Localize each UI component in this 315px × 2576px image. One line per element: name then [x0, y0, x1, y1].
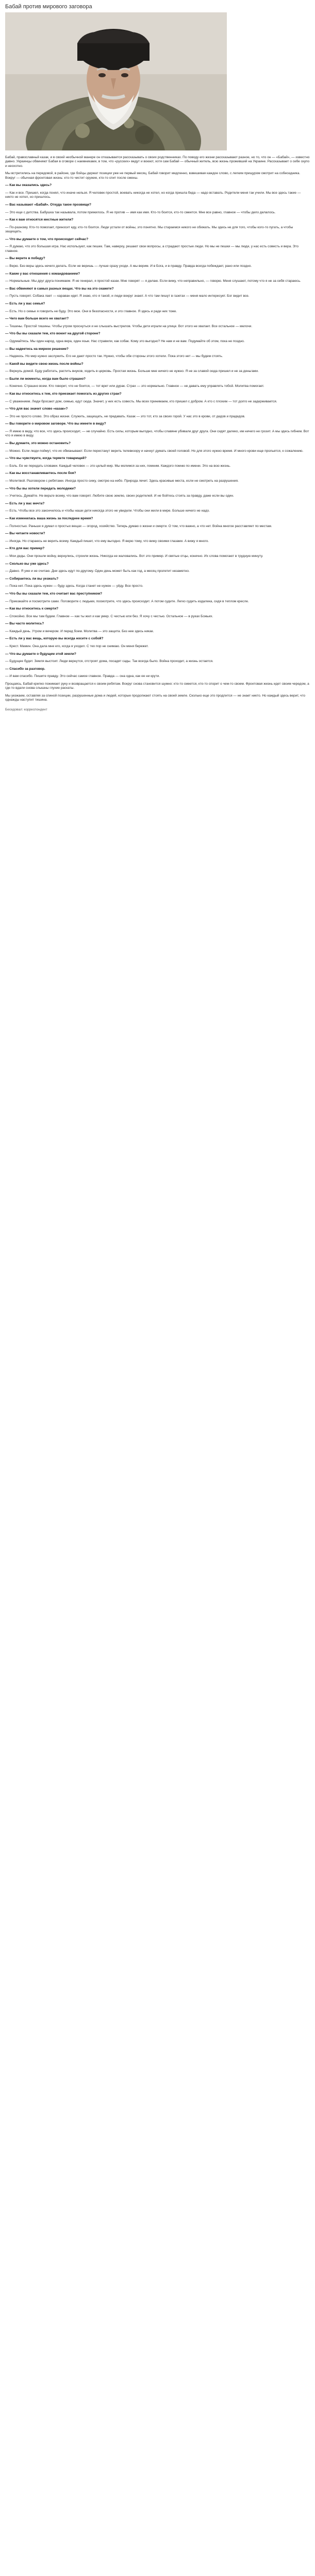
- interview-question: — Чего вам больше всего не хватает?: [5, 317, 69, 321]
- interview-question: — Есть ли у вас вещь, которую вы всегда носите с собой?: [5, 637, 104, 641]
- interview-question: — Сколько вы уже здесь?: [5, 562, 49, 566]
- interview-question: — Вы говорите о мировом заговоре. Что вы имеете в виду?: [5, 422, 106, 426]
- article-paragraph: — Вернусь домой. Буду работать, растить внуков, ходить в церковь. Простая жизнь. Больше мне ничего не нужно. Я не за славой сюда пришел и не за деньгами.: [5, 369, 259, 374]
- interview-question: — Вы думаете, это можно остановить?: [5, 442, 71, 446]
- interview-question: — Как вы восстанавливаетесь после боя?: [5, 471, 76, 476]
- article-paragraph: — Спокойно. Все мы там будем. Главное — как ты жил и как умер. С честью или без. Я хочу с честью. Остальное — в руках Божьих.: [5, 614, 213, 618]
- article-paragraph: — Крест. Мамин. Она дала мне его, когда я уходил. С тех пор не снимаю. Он меня бережет.: [5, 645, 149, 649]
- article-paragraph: — Тишины. Простой тишины. Чтобы утром проснуться и не слышать выстрелов. Чтобы дети играли на улице. Вот этого не хватает. Все остальное — мелочи.: [5, 324, 253, 328]
- article-paragraph: — Мои деды. Они прошли войну, вернулись, строили жизнь. Никогда не жаловались. Вот это пример. И святые отцы, конечно. Их слова помогают в трудную минуту.: [5, 554, 263, 558]
- article-paragraph: — Давно. Я уже и не считаю. Дни здесь идут по-другому. Один день может быть как год, а месяц пролетит незаметно.: [5, 569, 190, 573]
- article-paragraph: — Я имею в виду, что все, что здесь происходит, — не случайно. Есть силы, которым выгодно, чтобы славяне убивали друг друга. Они сидят далеко, им ничего не грозит. А мы здесь гибнем. Вот что я имею в виду.: [5, 430, 309, 438]
- interview-question: — Кто для вас пример?: [5, 547, 45, 551]
- article-title: Бабай против мирового заговора: [5, 4, 92, 10]
- interview-question: — Как вы относитесь к тем, кто приезжает помогать из других стран?: [5, 392, 122, 396]
- interview-question: — Вас называют «Бабай». Откуда такое прозвище?: [5, 203, 92, 207]
- interview-question: — Какой вы видите свою жизнь после войны?: [5, 362, 84, 366]
- article-paragraph: — И вам спасибо. Пишите правду. Это сейчас самое главное. Правда — она одна, как ее ни крути.: [5, 674, 160, 679]
- article-paragraph: — Это еще с детства. Бабушка так называла, потом прижилось. Я не против — имя как имя. Кто-то боится, кто-то смеется. Мне все равно, главное — чтобы дело делалось.: [5, 210, 276, 214]
- article-paragraph: — Пока нет. Пока здесь нужен — буду здесь. Когда станет не нужен — уйду. Все просто.: [5, 584, 143, 588]
- article-paragraph: — Нормальные. Мы друг друга понимаем. Я не генерал, я простой казак. Мне говорят — я делаю. Если вижу, что неправильно, — говорю. Меня слушают, потому что я не за себя стараюсь.: [5, 279, 301, 283]
- article-paragraph: — Есть. Но о семье я говорить не буду. Это мое. Они в безопасности, и это главное. Я здесь и ради них тоже.: [5, 309, 177, 313]
- article-paragraph: — Как и все. Пришел, когда понял, что иначе нельзя. Я человек простой, воевать никогда не хотел, но когда пришла беда — надо вставать. Родители меня так учили. Мы все здесь такие — никто не хотел, но пришлось.: [5, 191, 301, 199]
- article-paragraph: — Одумайтесь. Мы один народ, одна вера, один язык. Нас стравили, как собак. Кому это выгодно? Не нам и не вам. Подумайте об этом, пока не поздно.: [5, 339, 245, 343]
- article-signature: Беседовал: корреспондент: [5, 707, 47, 711]
- article-paragraph: — Иногда. Но стараюсь не верить всему. Каждый пишет, что ему выгодно. Я верю тому, что вижу своими глазами. А вижу я много.: [5, 539, 209, 543]
- article-paragraph: — Учитесь. Думайте. Не верьте всему, что вам говорят. Любите свою землю, своих родителей. И не бойтесь стоять за правду, даже если вы один.: [5, 494, 234, 498]
- article-paragraph: Прощаясь, Бабай крепко пожимает руку и возвращается к своим ребятам. Вокруг снова становится шумно: кто-то смеется, кто-то спорит о чем-то своем. Фронтовая жизнь идет своим чередом, а где-то вдали снова слышны глухие раскаты.: [5, 682, 309, 690]
- article-paragraph: — Я думаю, что это большая игра. Нас используют, как пешек. Там, наверху, решают свои вопросы, а страдают простые люди. Но мы не пешки — мы люди, у нас есть совесть и вера. Это главное.: [5, 245, 299, 253]
- article-paragraph: Мы уезжаем, оставляя за спиной позиции, разрушенные дома и людей, которые продолжают стоять на своей земле. Сколько еще это продлится — не знает никто. Но каждый здесь верит, что однажды наступит тишина.: [5, 694, 306, 702]
- interview-question: — Были ли моменты, когда вам было страшно?: [5, 377, 86, 381]
- interview-question: — Что бы вы сказали тем, кто воюет на другой стороне?: [5, 332, 101, 336]
- portrait-illustration: [5, 12, 227, 150]
- interview-question: — Как к вам относятся местные жители?: [5, 218, 74, 222]
- article-paragraph: — Верю. Без веры здесь нечего делать. Если не веришь — лучше сразу уходи. А мы верим. И в Бога, и в правду. Правда всегда побеждает, рано или поздно.: [5, 264, 252, 268]
- article-paragraph: — Пусть говорят. Собака лает — караван идет. Я знаю, кто я такой, и люди вокруг знают. А что там пишут в газетах — меня мало интересует. Бог видит все.: [5, 294, 250, 298]
- article-paragraph: — Конечно. Страшно всем. Кто говорит, что не боится, — тот врет или дурак. Страх — это нормально. Главное — не давать ему управлять тобой. Молитва помогает.: [5, 384, 264, 388]
- interview-question: — Вы надеетесь на мирное решение?: [5, 347, 69, 351]
- interview-question: — Собираетесь ли вы уезжать?: [5, 577, 59, 581]
- article-paragraph: — Можно. Если люди поймут, что их обманывают. Если перестанут верить телевизору и начнут думать своей головой. Но для этого нужно время. И много крови еще прольется, к сожалению.: [5, 449, 304, 453]
- article-paragraph: — Каждый день. Утром и вечером. И перед боем. Молитва — это защита. Без нее здесь никак.: [5, 629, 154, 633]
- interview-question: — Какие у вас отношения с командованием?: [5, 272, 80, 276]
- interview-question: — Есть ли у вас семья?: [5, 301, 45, 306]
- article-paragraph: — По-разному. Кто-то помогает, приносит еду, кто-то боится. Люди устали от войны, это понятно. Мы стараемся никого не обижать. Мы здесь не для того, чтобы кого-то пугать, а чтобы защищать.: [5, 225, 293, 234]
- article-paragraph: Бабай, православный казак, и в своей необычной манере он отказывается рассказывать о своих родственниках. По поводу его жизни рассказывают разное, но то, что он — «Бабай», — известно давно. Украинцы обвиняют Бабая в сговоре с наемниками, в том, что «русских» ведут и воюют, хотя сам Бабай — обычный житель, всю жизнь проживший на Украине. Рассказывает о себе скупо и неохотно.: [5, 156, 310, 168]
- article-paragraph: — С уважением. Люди бросают дом, семью, едут сюда. Значит, у них есть совесть. Мы всех принимаем, кто пришел с добром. А кто с плохим — тот долго не задерживается.: [5, 399, 277, 403]
- article-paragraph: — Есть. Чтобы все это закончилось и чтобы наши дети никогда этого не увидели. Чтобы они жили в мире. Больше ничего не надо.: [5, 509, 210, 513]
- interview-question: — Вы часто молитесь?: [5, 622, 44, 626]
- interview-question: — Что вы чувствуете, когда теряете товарищей?: [5, 456, 87, 461]
- article-paragraph: — Полностью. Раньше я думал о простых вещах — огород, хозяйство. Теперь думаю о жизни и смерти. О том, что важно, а что нет. Война многое расставляет по местам.: [5, 524, 272, 528]
- article-paragraph: — Надеюсь. Но мир нужно заслужить. Его не дают просто так. Нужно, чтобы обе стороны этого хотели. Пока этого нет — мы будем стоять.: [5, 354, 223, 359]
- interview-question: — Как вы относитесь к смерти?: [5, 607, 59, 611]
- interview-question: — Вы верите в победу?: [5, 257, 45, 261]
- article-paragraph: — Это не просто слово. Это образ жизни. Служить, защищать, не предавать. Казак — это тот, кто за своих горой. У нас это в крови, от дедов и прадедов.: [5, 414, 245, 418]
- article-paragraph: — Молитвой. Разговором с ребятами. Иногда просто сижу, смотрю на небо. Природа лечит. Здесь красивые места, если не смотреть на разрушения.: [5, 479, 239, 483]
- interview-question: — Как изменилась ваша жизнь за последнее время?: [5, 516, 93, 520]
- article-photo: [5, 12, 227, 150]
- interview-question: — Что бы вы сказали тем, кто считает вас преступником?: [5, 591, 103, 596]
- interview-question: — Спасибо за разговор.: [5, 667, 45, 671]
- interview-question: — Как вы оказались здесь?: [5, 183, 52, 188]
- interview-question: — Что вы думаете о том, что происходит сейчас?: [5, 237, 89, 241]
- interview-question: — Вас обвиняют в самых разных вещах. Что вы на это скажете?: [5, 286, 114, 291]
- article-paragraph: — Боль. Ее не передать словами. Каждый человек — это целый мир. Мы молимся за них, помним. Каждого помню по имени. Это на всю жизнь.: [5, 464, 231, 468]
- article-body: [5, 156, 310, 703]
- interview-question: — Есть ли у вас мечта?: [5, 501, 45, 505]
- article-paragraph: — Приезжайте и посмотрите сами. Поговорите с людьми, посмотрите, что здесь происходит. А потом судите. Легко судить издалека, сидя в теплом кресле.: [5, 599, 249, 603]
- interview-question: — Что бы вы хотели передать молодежи?: [5, 486, 76, 490]
- interview-question: — Что вы думаете о будущем этой земли?: [5, 652, 76, 656]
- interview-question: — Что для вас значит слово «казак»?: [5, 407, 68, 411]
- article-paragraph: — Будущее будет. Земля выстоит. Люди вернутся, отстроят дома, посадят сады. Так всегда было. Война проходит, а жизнь остается.: [5, 659, 213, 664]
- interview-question: — Вы читаете новости?: [5, 532, 45, 536]
- article-paragraph: Мы встретились на передовой, в районе, где бойцы держат позиции уже не первый месяц. Бабай говорит медленно, взвешивая каждое слово, с легким прищуром смотрит на собеседника. Вокруг — обычная фронтовая жизнь: кто-то чистит оружие, кто-то спит после смены.: [5, 172, 301, 180]
